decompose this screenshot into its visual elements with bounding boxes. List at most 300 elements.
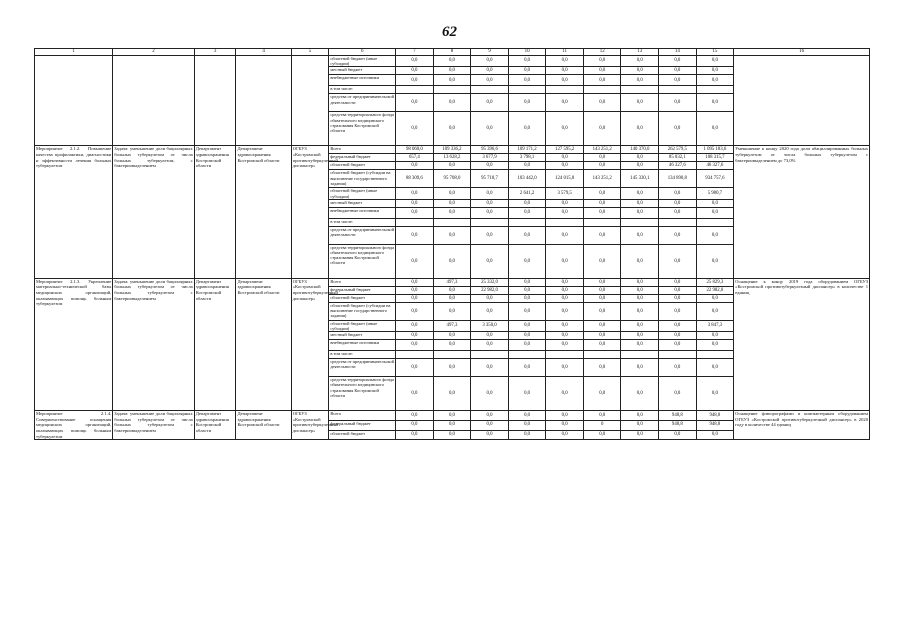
amount-cell: 0,0 [583,286,621,294]
amount-cell [471,86,509,94]
column-number-row [35,49,870,56]
amount-cell: 0,0 [696,226,734,244]
amount-cell: 0,0 [696,56,734,67]
column-number: 14 [659,49,697,56]
amount-cell: 0,0 [659,302,697,320]
amount-cell: 0,0 [546,377,584,411]
amount-cell: 0,0 [696,332,734,340]
amount-cell: 0,0 [546,154,584,162]
responsible-executor: Департамент здравоохранения Костромской области [236,146,291,278]
measure-name: Мероприятие 2.1.4. Совершенствование оснащения медицинских организаций, оказывающих помощь больным туберкулезом [36,411,112,439]
amount-cell: 0,0 [546,207,584,218]
funding-source: областной бюджет (субсидии на выполнение государственного задания) [329,302,396,320]
amount-cell: 143 251,2 [583,170,621,188]
amount-cell: 0,0 [621,302,659,320]
amount-cell: 0,0 [659,278,697,286]
amount-cell: 0,0 [659,226,697,244]
budget-table [34,48,870,440]
amount-cell: 0,0 [396,420,434,430]
funding-source: внебюджетные источники [329,340,396,351]
coordinator: Департамент здравоохранения Костромской области [194,278,236,410]
amount-cell: 0,0 [508,67,546,75]
amount-cell: 0,0 [433,188,471,199]
amount-cell: 0,0 [696,302,734,320]
amount-cell [621,218,659,226]
amount-cell: 0,0 [621,286,659,294]
amount-cell: 0,0 [508,332,546,340]
column-number: 9 [471,49,509,56]
amount-cell: 0,0 [396,199,434,207]
amount-cell: 0,0 [508,226,546,244]
task-description: Задача: уменьшение доли бациллярных больных туберкулезом от числа больных туберкулезом с бактериовыделением [113,411,194,440]
amount-cell: 0,0 [621,359,659,377]
amount-cell: 0,0 [583,56,621,67]
amount-cell: 0,0 [508,359,546,377]
amount-cell: 0,0 [621,278,659,286]
funding-source: средства территориального фонда обязательного медицинского страхования Костромской области [329,112,396,146]
amount-cell: 0,0 [583,332,621,340]
funding-source: областной бюджет [329,430,396,440]
amount-cell: 0,0 [508,94,546,112]
table-row [35,278,870,286]
amount-cell: 0,0 [433,67,471,75]
amount-cell: 0,0 [546,320,584,331]
amount-cell: 0,0 [621,56,659,67]
expected-result [734,56,870,146]
amount-cell: 0,0 [471,188,509,199]
amount-cell: 0,0 [621,188,659,199]
amount-cell: 0,0 [583,340,621,351]
amount-cell: 0,0 [659,359,697,377]
task-description [113,56,194,146]
coordinator: Департамент здравоохранения Костромской области [194,146,236,278]
funding-source: федеральный бюджет [329,286,396,294]
amount-cell: 22 982,0 [471,286,509,294]
amount-cell: 0,0 [621,112,659,146]
amount-cell [546,351,584,359]
funding-source: федеральный бюджет [329,420,396,430]
amount-cell: 0,0 [621,67,659,75]
amount-cell: 0,0 [546,226,584,244]
amount-cell: 0,0 [433,207,471,218]
amount-cell: 934 757,6 [696,170,734,188]
amount-cell: 0,0 [696,244,734,278]
amount-cell: 0,0 [396,162,434,170]
responsible-executor [236,56,291,146]
amount-cell: 0,0 [433,56,471,67]
amount-cell: 0,0 [621,226,659,244]
amount-cell: 0,0 [471,332,509,340]
amount-cell: 46 327,6 [659,162,697,170]
amount-cell: 0,0 [583,359,621,377]
amount-cell: 0,0 [659,94,697,112]
funding-source: средства территориального фонда обязательного медицинского страхования Костромской области [329,377,396,411]
amount-cell: 0,0 [471,294,509,302]
amount-cell: 0,0 [396,188,434,199]
amount-cell: 0,0 [546,56,584,67]
funding-source: Всего [329,278,396,286]
amount-cell: 0,0 [546,430,584,440]
funding-source: областной бюджет [329,162,396,170]
amount-cell: 0,0 [508,377,546,411]
amount-cell: 0,0 [471,207,509,218]
funding-source: средства территориального фонда обязательного медицинского страхования Костромской области [329,244,396,278]
expected-result: Оснащение флюорографами и компьютерным оборудованием ОГБУЗ «Костромской противотуберкулезный диспансер» в 2020 году в количестве 44 единиц [734,411,870,440]
funding-source: Всего [329,146,396,154]
amount-cell: 124 015,8 [546,170,584,188]
amount-cell: 0,0 [583,94,621,112]
amount-cell: 0,0 [583,377,621,411]
funding-source: внебюджетные источники [329,75,396,86]
amount-cell: 0,0 [471,359,509,377]
amount-cell: 0,0 [696,199,734,207]
amount-cell: 0,0 [546,332,584,340]
task-description: Задача: уменьшение доли бациллярных больных туберкулезом от числа больных туберкулезом, с бактериовыделением [113,146,194,278]
amount-cell: 0,0 [471,56,509,67]
amount-cell: 0,0 [433,420,471,430]
amount-cell: 0,0 [583,112,621,146]
amount-cell [508,351,546,359]
amount-cell: 0,0 [696,430,734,440]
amount-cell: 0,0 [659,244,697,278]
amount-cell: 0,0 [396,56,434,67]
amount-cell: 0,0 [396,377,434,411]
amount-cell: 0,0 [471,94,509,112]
amount-cell: 5 980,7 [696,188,734,199]
amount-cell: 0,0 [396,359,434,377]
amount-cell: 0,0 [696,294,734,302]
amount-cell [696,218,734,226]
amount-cell: 13 628,2 [433,154,471,162]
amount-cell: 85 032,1 [659,154,697,162]
amount-cell: 948,8 [659,420,697,430]
amount-cell: 0,0 [471,67,509,75]
amount-cell: 0,0 [583,430,621,440]
column-number: 4 [236,49,291,56]
amount-cell: 0,0 [583,154,621,162]
amount-cell: 0,0 [583,278,621,286]
column-number: 2 [113,49,194,56]
amount-cell [396,86,434,94]
funding-source: Всего [329,411,396,421]
amount-cell: 145 330,1 [621,170,659,188]
amount-cell: 0,0 [546,278,584,286]
amount-cell: 0,0 [621,430,659,440]
amount-cell: 95 708,0 [433,170,471,188]
amount-cell: 0,0 [433,430,471,440]
amount-cell [659,351,697,359]
amount-cell: 0,0 [433,359,471,377]
expected-result: Оснащение к концу 2019 года оборудованием ОГБУЗ «Костромской противотуберкулезный диспансер» в количестве 1 единиц [734,278,870,410]
funding-source: в том числе: [329,218,396,226]
amount-cell: 0,0 [508,420,546,430]
amount-cell: 0,0 [583,411,621,421]
amount-cell [583,351,621,359]
amount-cell [433,86,471,94]
measure-name [35,56,113,146]
amount-cell: 0,0 [546,340,584,351]
responsible-executor: Департамент здравоохранения Костромской области [236,278,291,410]
column-number: 13 [621,49,659,56]
amount-cell: 0,0 [621,332,659,340]
amount-cell: 0,0 [621,320,659,331]
coordinator: Департамент здравоохранения Костромской области [194,411,236,440]
amount-cell: 0,0 [659,340,697,351]
column-number: 8 [433,49,471,56]
amount-cell: 0,0 [471,430,509,440]
amount-cell: 0,0 [583,75,621,86]
amount-cell: 0,0 [659,199,697,207]
participant: ОГБУЗ «Костромской противотуберкулезный диспансер» [291,278,329,410]
amount-cell: 0,0 [471,411,509,421]
funding-source: областной бюджет (иные субсидии) [329,320,396,331]
column-number: 11 [546,49,584,56]
funding-source: областной бюджет (субсидии на выполнение государственного задания) [329,170,396,188]
amount-cell: 0,0 [659,56,697,67]
amount-cell: 0,0 [396,320,434,331]
amount-cell: 0,0 [433,411,471,421]
amount-cell: 0,0 [396,302,434,320]
amount-cell: 0,0 [696,377,734,411]
amount-cell [396,218,434,226]
amount-cell: 0,0 [508,199,546,207]
amount-cell [471,351,509,359]
amount-cell: 134 890,8 [659,170,697,188]
amount-cell: 0,0 [508,162,546,170]
amount-cell: 0,0 [621,420,659,430]
column-number: 12 [583,49,621,56]
amount-cell: 3 677,9 [471,154,509,162]
amount-cell: 0,0 [546,162,584,170]
amount-cell [659,218,697,226]
amount-cell: 0,0 [508,244,546,278]
amount-cell: 0,0 [433,302,471,320]
amount-cell: 0,0 [433,94,471,112]
amount-cell: 0,0 [396,286,434,294]
funding-source: средства от предпринимательской деятельности [329,226,396,244]
amount-cell: 0,0 [471,75,509,86]
amount-cell: 0,0 [659,75,697,86]
amount-cell: 0,0 [396,278,434,286]
amount-cell: 0,0 [546,67,584,75]
amount-cell: 0,0 [659,320,697,331]
amount-cell: 0,0 [696,340,734,351]
amount-cell: 1 095 183,6 [696,146,734,154]
funding-source: средства от предпринимательской деятельности [329,94,396,112]
amount-cell: 0,0 [621,75,659,86]
table-body [35,49,870,440]
amount-cell: 0,0 [659,67,697,75]
amount-cell: 0,0 [621,162,659,170]
amount-cell: 0,0 [471,112,509,146]
amount-cell: 0,0 [696,94,734,112]
amount-cell: 0,0 [621,244,659,278]
amount-cell: 0,0 [621,154,659,162]
amount-cell: 0,0 [696,112,734,146]
amount-cell: 948,8 [696,411,734,421]
amount-cell: 0 [583,420,621,430]
amount-cell: 0,0 [508,302,546,320]
amount-cell: 0,0 [433,340,471,351]
amount-cell: 0,0 [396,332,434,340]
amount-cell: 0,0 [508,294,546,302]
amount-cell: 497,3 [433,278,471,286]
amount-cell [583,218,621,226]
column-number: 6 [329,49,396,56]
responsible-executor: Департамент здравоохранения Костромской области [236,411,291,440]
amount-cell: 0,0 [696,207,734,218]
amount-cell: 0,0 [508,207,546,218]
amount-cell: 497,3 [433,320,471,331]
funding-source: в том числе: [329,86,396,94]
amount-cell: 0,0 [546,75,584,86]
amount-cell [696,86,734,94]
funding-source: местный бюджет [329,67,396,75]
page-number: 62 [442,24,457,40]
amount-cell: 127 595,2 [546,146,584,154]
coordinator [194,56,236,146]
amount-cell: 0,0 [583,199,621,207]
amount-cell: 0,0 [396,340,434,351]
funding-source: средства от предпринимательской деятельности [329,359,396,377]
amount-cell: 0,0 [659,188,697,199]
amount-cell: 0,0 [471,244,509,278]
amount-cell [546,86,584,94]
amount-cell: 0,0 [508,278,546,286]
amount-cell: 262 579,5 [659,146,697,154]
amount-cell: 0,0 [433,112,471,146]
amount-cell: 22 982,0 [696,286,734,294]
amount-cell: 0,0 [471,226,509,244]
column-number: 7 [396,49,434,56]
amount-cell: 0,0 [659,294,697,302]
amount-cell: 2 641,2 [508,188,546,199]
amount-cell [621,86,659,94]
amount-cell: 0,0 [583,226,621,244]
amount-cell: 0,0 [546,94,584,112]
amount-cell: 0,0 [433,226,471,244]
column-number: 5 [291,49,329,56]
column-number: 15 [696,49,734,56]
amount-cell: 0,0 [433,332,471,340]
funding-source: местный бюджет [329,332,396,340]
participant [291,56,329,146]
amount-cell [433,218,471,226]
amount-cell: 948,8 [696,420,734,430]
amount-cell: 948,8 [659,411,697,421]
task-description: Задача: уменьшение доли бациллярных больных туберкулезом от числа больных туберкулезом с бактериовыделением [113,278,194,410]
funding-source: областной бюджет [329,294,396,302]
amount-cell [659,86,697,94]
amount-cell: 25 829,3 [696,278,734,286]
funding-source: местный бюджет [329,199,396,207]
amount-cell: 0,0 [659,430,697,440]
amount-cell: 0,0 [546,199,584,207]
amount-cell: 0,0 [546,411,584,421]
amount-cell: 0,0 [396,207,434,218]
amount-cell: 0,0 [621,94,659,112]
amount-cell: 0,0 [396,244,434,278]
participant: ОГБУЗ «Костромской противотуберкулезный диспансер» [291,411,329,440]
amount-cell: 0,0 [433,294,471,302]
amount-cell: 109 171,2 [508,146,546,154]
amount-cell: 0,0 [433,244,471,278]
amount-cell: 0,0 [396,294,434,302]
amount-cell: 25 332,0 [471,278,509,286]
amount-cell: 0,0 [621,207,659,218]
amount-cell: 0,0 [433,377,471,411]
amount-cell [696,351,734,359]
amount-cell: 0,0 [583,320,621,331]
amount-cell: 3 579,5 [546,188,584,199]
amount-cell: 0,0 [396,75,434,86]
amount-cell: 0,0 [508,411,546,421]
amount-cell: 0,0 [508,56,546,67]
measure-name: Мероприятие 2.1.2. Повышение качества профилактики, диагностики и эффективности лечения больных туберкулезом [35,146,113,278]
funding-source: в том числе: [329,351,396,359]
amount-cell [621,351,659,359]
amount-cell: 0,0 [433,199,471,207]
amount-cell: 0,0 [508,320,546,331]
amount-cell [508,86,546,94]
amount-cell: 0,0 [621,411,659,421]
amount-cell: 0,0 [696,75,734,86]
amount-cell [583,86,621,94]
column-number: 3 [194,49,236,56]
amount-cell: 0,0 [546,294,584,302]
amount-cell: 0,0 [621,294,659,302]
amount-cell: 0,0 [433,286,471,294]
amount-cell: 0,0 [396,430,434,440]
amount-cell: 0,0 [546,359,584,377]
amount-cell: 0,0 [508,430,546,440]
amount-cell: 0,0 [546,112,584,146]
amount-cell: 98 060,0 [396,146,434,154]
table-row [35,146,870,154]
column-number: 1 [35,49,113,56]
amount-cell: 0,0 [471,377,509,411]
amount-cell: 3 350,0 [471,320,509,331]
amount-cell: 0,0 [621,199,659,207]
amount-cell: 0,0 [696,67,734,75]
funding-source: областной бюджет (иные субсидии) [329,188,396,199]
table-row [35,411,870,421]
table-row [35,56,870,67]
column-number: 16 [734,49,870,56]
funding-source: областной бюджет (иные субсидии) [329,56,396,67]
amount-cell [508,218,546,226]
amount-cell: 0,0 [659,112,697,146]
amount-cell: 0,0 [508,340,546,351]
funding-source: внебюджетные источники [329,207,396,218]
amount-cell: 143 251,2 [583,146,621,154]
amount-cell: 0,0 [659,286,697,294]
participant: ОГБУЗ «Костромской противотуберкулезный диспансер» [291,146,329,278]
amount-cell: 95 718,7 [471,170,509,188]
amount-cell: 0,0 [583,162,621,170]
amount-cell: 0,0 [546,420,584,430]
amount-cell: 0,0 [621,340,659,351]
amount-cell: 0,0 [583,67,621,75]
amount-cell: 0,0 [583,207,621,218]
amount-cell: 109 336,2 [433,146,471,154]
amount-cell: 0,0 [696,359,734,377]
amount-cell: 0,0 [659,332,697,340]
amount-cell: 0,0 [471,199,509,207]
amount-cell [471,218,509,226]
amount-cell: 0,0 [659,207,697,218]
amount-cell: 46 327,6 [696,162,734,170]
